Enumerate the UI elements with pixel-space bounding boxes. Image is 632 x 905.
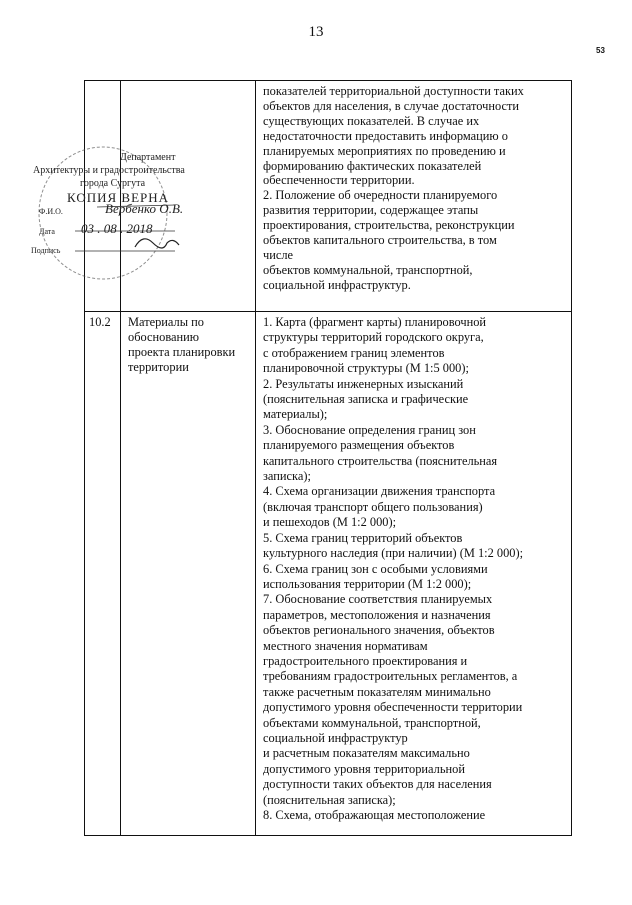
- stamp-fio-label: Ф.И.О.: [39, 207, 63, 216]
- row-2-title: [128, 315, 252, 375]
- copy-certification-stamp: [25, 135, 255, 285]
- row-2-title-line: территории: [128, 359, 189, 374]
- row-divider: [85, 311, 571, 312]
- row-2-line: доступности таких объектов для населения: [263, 777, 492, 792]
- row-2-line: 2. Результаты инженерных изысканий: [263, 376, 464, 391]
- row-2-line: 7. Обоснование соответствия планируемых: [263, 592, 493, 607]
- row-1-line: планируемых мероприятиях по проведению и: [263, 143, 506, 158]
- row-2-line: градостроительного проектирования и: [263, 653, 468, 668]
- row-2-line: планируемого размещения объектов: [263, 438, 455, 453]
- row-2-line: планировочной структуры (М 1:5 000);: [263, 361, 469, 376]
- row-2-line: допустимого уровня территориальной: [263, 761, 465, 776]
- stamp-line1: Департамент: [120, 152, 176, 163]
- row-2-line: материалы);: [263, 407, 328, 422]
- row-1-line: развития территории, содержащее этапы: [263, 203, 479, 218]
- row-2-line: 1. Карта (фрагмент карты) планировочной: [263, 315, 487, 329]
- row-1-line: объектов коммунальной, транспортной,: [263, 262, 473, 277]
- row-1-line: обеспеченности территории.: [263, 173, 415, 188]
- row-2-line: объектов регионального значения, объектов: [263, 623, 495, 638]
- row-1-line: 2. Положение об очередности планируемого: [263, 188, 498, 203]
- stamp-line4: КОПИЯ ВЕРНА: [67, 190, 170, 205]
- row-1-line: недостаточности предоставить информацию о: [263, 128, 508, 143]
- row-2-title-line: обоснованию: [128, 329, 200, 344]
- row-2-line: 6. Схема границ зон с особыми условиями: [263, 561, 488, 576]
- stamp-fio-value: Вербенко О.В.: [105, 201, 184, 216]
- row-2-line: допустимого уровня обеспеченности территории: [263, 700, 523, 715]
- row-2-description: [263, 315, 567, 823]
- stamp-line2: Архитектуры и градостроительства: [33, 165, 185, 176]
- row-1-line: объектов для населения, в случае достаточности: [263, 98, 519, 113]
- stamp-date-value: 03 . 08 . 2018: [81, 221, 153, 236]
- stamp-line3: города Сургута: [80, 178, 146, 189]
- row-1-description: [263, 84, 567, 293]
- stamp-date-label: Дата: [39, 227, 55, 236]
- row-2-line: культурного наследия (при наличии) (М 1:2 000);: [263, 546, 524, 561]
- stamp-sign-label: Подпись: [31, 246, 61, 255]
- row-2-line: также расчетным показателям минимально: [263, 684, 491, 699]
- row-2-line: параметров, местоположения и назначения: [263, 607, 491, 622]
- row-2-line: 5. Схема границ территорий объектов: [263, 530, 463, 545]
- row-2-number: 10.2: [89, 315, 111, 329]
- row-2-line: и расчетным показателям максимально: [263, 746, 470, 761]
- row-2-line: капитального строительства (пояснительная: [263, 453, 498, 468]
- row-2-line: (включая транспорт общего пользования): [263, 499, 483, 514]
- row-2-line: (пояснительная записка и графические: [263, 392, 469, 407]
- row-2-title-line: Материалы по: [128, 315, 204, 329]
- row-2-line: объектами коммунальной, транспортной,: [263, 715, 481, 730]
- row-2-title-line: проекта планировки: [128, 344, 236, 359]
- row-2-line: структуры территорий городского округа,: [263, 330, 484, 345]
- row-1-line: проектирования, строительства, реконструкции: [263, 218, 515, 233]
- row-2-line: и пешеходов (М 1:2 000);: [263, 515, 397, 530]
- row-2-line: использования территории (М 1:2 000);: [263, 576, 472, 591]
- row-2-line: с отображением границ элементов: [263, 345, 445, 360]
- row-2-line: 8. Схема, отображающая местоположение: [263, 808, 486, 822]
- row-1-line: социальной инфраструктур.: [263, 277, 411, 292]
- row-2-line: местного значения нормативам: [263, 638, 428, 653]
- row-1-line: объектов капитального строительства, в том: [263, 233, 497, 248]
- row-2-line: требованиям градостроительных регламентов, а: [263, 669, 518, 684]
- column-divider-2: [255, 81, 256, 835]
- row-2-line: 3. Обоснование определения границ зон: [263, 422, 476, 437]
- row-2-line: (пояснительная записка);: [263, 792, 396, 807]
- row-2-line: записка);: [263, 469, 311, 484]
- row-1-line: существующих показателей. В случае их: [263, 113, 480, 128]
- row-1-line: формированию фактических показателей: [263, 158, 482, 173]
- row-2-line: 4. Схема организации движения транспорта: [263, 484, 496, 499]
- page-number: 13: [308, 24, 324, 40]
- row-1-line: показателей территориальной доступности таких: [263, 84, 524, 98]
- row-1-line: числе: [263, 247, 294, 262]
- row-2-line: социальной инфраструктур: [263, 730, 408, 745]
- corner-page-number: 53: [596, 46, 605, 55]
